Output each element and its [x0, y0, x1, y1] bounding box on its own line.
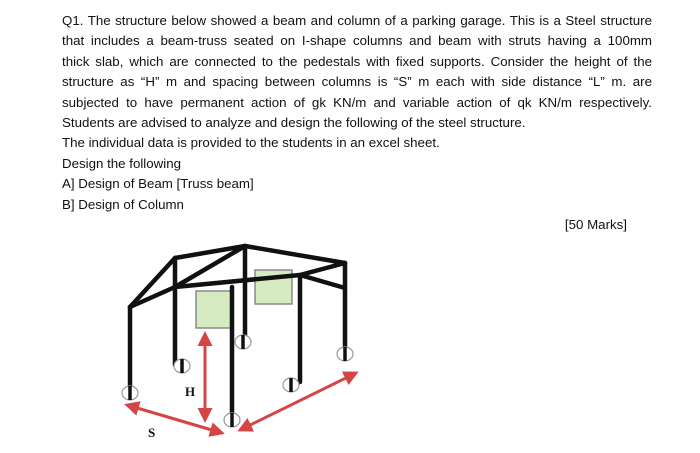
slab-panel-left — [196, 291, 232, 328]
beam-back-long — [175, 246, 345, 263]
design-item-beam: A] Design of Beam [Truss beam] — [62, 176, 254, 192]
pedestal-front-right — [283, 378, 299, 392]
pedestal-back-left — [174, 359, 190, 373]
question-line-4: structure as “H” m and spacing between columns is “S” m each with side distance “L” m. are — [62, 74, 652, 90]
design-item-column: B] Design of Column — [62, 196, 184, 212]
pedestal-front-mid — [224, 413, 240, 427]
beam-cross-3 — [300, 263, 345, 275]
question-line-1: Q1. The structure below showed a beam and column of a parking garage. This is a Steel structure — [62, 13, 652, 28]
note-line: The individual data is provided to the students in an excel sheet. — [62, 135, 440, 151]
design-heading: Design the following — [62, 155, 182, 171]
marks-label: [50 Marks] — [564, 217, 627, 232]
pedestal-back-mid — [235, 335, 251, 349]
beam-cross-1 — [130, 258, 175, 307]
roof-frame — [130, 246, 345, 307]
pedestal-front-left — [122, 386, 138, 400]
label-s: S — [148, 425, 156, 440]
question-line-6: Students are advised to analyze and design the following of the steel structure. — [62, 115, 526, 131]
question-line-5: subjected to have permanent action of gk KN/m and variable action of qk KN/m respectively. — [62, 94, 652, 110]
pedestal-back-right — [337, 347, 353, 361]
label-h: H — [185, 384, 196, 399]
question-line-2: that includes a beam-truss seated on I-shape columns and beam with struts having a 100mm — [62, 33, 652, 49]
question-line-3: thick slab, which are connected to the pedestals with fixed supports. Consider the height of the — [62, 53, 652, 69]
beam-front-long — [130, 275, 345, 307]
arrow-span-left — [127, 405, 222, 433]
